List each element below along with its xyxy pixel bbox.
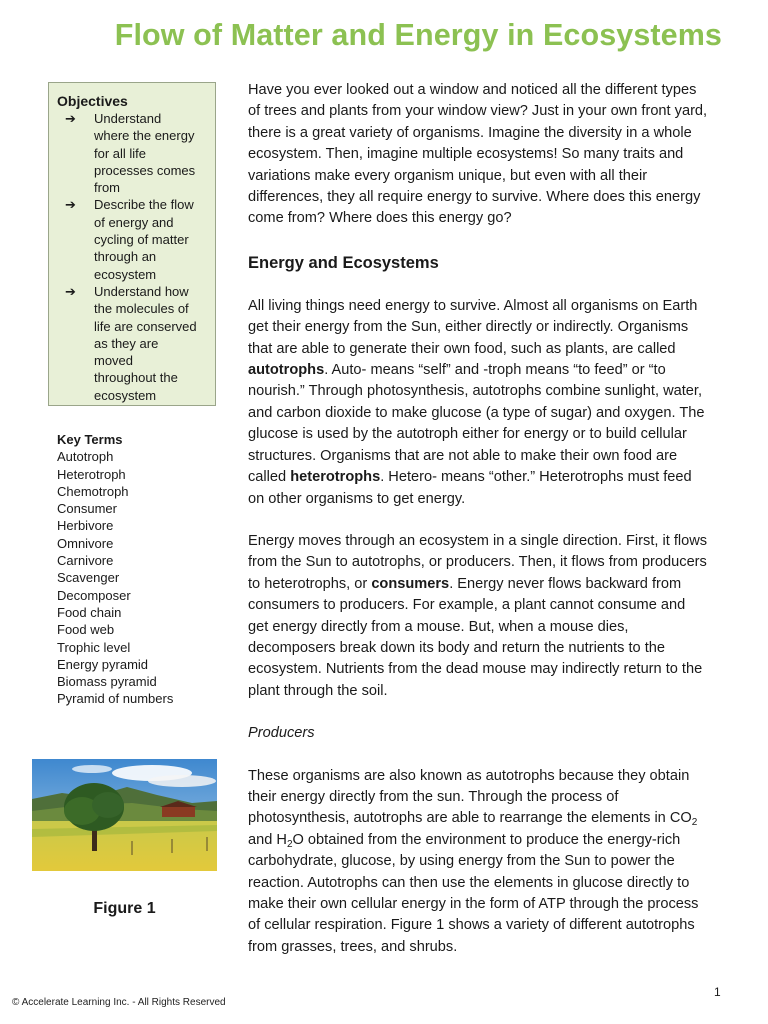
key-term: Food chain bbox=[57, 604, 122, 620]
paragraph-energy-flow bbox=[248, 531, 728, 702]
objectives-heading: Objectives bbox=[57, 93, 128, 109]
text-line: get their energy from the Sun, either directly or indirectly. Organisms bbox=[248, 319, 689, 336]
text-line: Have you ever looked out a window and noticed all the different types bbox=[248, 82, 697, 98]
key-terms-heading: Key Terms bbox=[57, 432, 123, 447]
section-heading: Energy and Ecosystems bbox=[248, 253, 439, 272]
arrow-right-icon: ➔ bbox=[65, 197, 76, 213]
term-autotrophs: autotrophs bbox=[248, 362, 325, 379]
objectives-box bbox=[48, 82, 216, 406]
text-line: that are able to generate their own food, such as plants, are called bbox=[248, 340, 676, 357]
text-line: These organisms are also known as autotrophs because they obtain bbox=[248, 767, 690, 784]
page-title: Flow of Matter and Energy in Ecosystems bbox=[114, 18, 722, 52]
key-term: Heterotroph bbox=[57, 466, 126, 482]
arrow-right-icon: ➔ bbox=[65, 283, 76, 299]
key-term: Scavenger bbox=[57, 570, 120, 586]
key-term: Food web bbox=[57, 622, 115, 638]
objective-line: from bbox=[94, 180, 120, 196]
text-line: reaction. Autotrophs can then use the elements in glucose directly to bbox=[248, 874, 690, 891]
objective-line: Understand bbox=[94, 111, 162, 126]
text-line: carbohydrate, glucose, by using energy from the Sun to power the bbox=[248, 853, 675, 870]
text-line: of cellular respiration. Figure 1 shows a variety of different autotrophs bbox=[248, 917, 695, 934]
objective-item bbox=[57, 283, 209, 404]
subscript: 2 bbox=[286, 838, 293, 850]
producers-subheading bbox=[248, 723, 728, 744]
key-term: Consumer bbox=[57, 501, 117, 517]
arrow-right-icon: ➔ bbox=[65, 111, 76, 126]
paragraph-producers bbox=[248, 766, 728, 959]
intro-paragraph bbox=[248, 80, 728, 230]
copyright-footer: © Accelerate Learning Inc. - All Rights Reserved bbox=[12, 997, 226, 1008]
text-line: to heterotrophs, or bbox=[248, 575, 372, 592]
key-term: Biomass pyramid bbox=[57, 674, 157, 690]
objective-line: for all life bbox=[94, 145, 147, 161]
text-line: ecosystem. Nutrients from the dead mouse may indirectly return to the bbox=[248, 661, 703, 678]
key-term: Carnivore bbox=[57, 553, 114, 569]
objective-line: ecosystem bbox=[94, 266, 157, 282]
text-line: O obtained from the environment to produce the energy-rich bbox=[292, 831, 681, 848]
paragraph-autotrophs bbox=[248, 296, 728, 510]
term-consumers: consumers bbox=[371, 575, 450, 592]
key-term: Chemotroph bbox=[57, 483, 129, 499]
text-line: and carbon dioxide to make glucose (a type of sugar) and oxygen. The bbox=[248, 404, 705, 421]
objective-line: throughout the bbox=[94, 370, 178, 386]
key-term: Omnivore bbox=[57, 535, 114, 551]
objective-line: Describe the flow bbox=[94, 197, 194, 213]
text-line: on other organisms to get energy. bbox=[248, 490, 466, 507]
text-line: called bbox=[248, 469, 291, 486]
key-terms-list bbox=[57, 431, 173, 708]
objective-line: where the energy bbox=[94, 128, 195, 144]
text-line: . Auto- means “self” and -troph means “to feed” or “to bbox=[324, 362, 666, 379]
objective-line: processes comes bbox=[94, 162, 196, 178]
text-line: and H bbox=[248, 831, 287, 848]
text-line: ecosystem. Then, imagine multiple ecosystems! So many traits and bbox=[248, 146, 684, 163]
objective-line: Understand how bbox=[94, 283, 189, 299]
figure-caption: Figure 1 bbox=[93, 900, 156, 917]
text-line: differences, they all require energy to survive. Where does this energy bbox=[248, 189, 701, 206]
text-line: get energy directly from a mouse. But, when a mouse dies, bbox=[248, 618, 629, 635]
main-content bbox=[248, 80, 728, 958]
text-line: of trees and plants from your window view? Just in your own front yard, bbox=[248, 103, 708, 120]
text-line: structures. Organisms that are not able to make their own food are bbox=[248, 447, 678, 464]
key-term: Trophic level bbox=[57, 639, 131, 655]
subheading-text: Producers bbox=[248, 725, 315, 742]
text-line: come from? Where does this energy go? bbox=[248, 210, 512, 227]
key-term: Pyramid of numbers bbox=[57, 691, 174, 707]
text-line: . Hetero- means “other.” Heterotrophs must feed bbox=[380, 469, 692, 486]
key-term: Autotroph bbox=[57, 449, 114, 465]
objective-line: life are conserved bbox=[94, 318, 197, 334]
objective-line: moved bbox=[94, 353, 134, 369]
key-term: Herbivore bbox=[57, 518, 114, 534]
text-line: plant through the soil. bbox=[248, 682, 388, 699]
landscape-photo-icon bbox=[32, 759, 217, 871]
text-line: Energy moves through an ecosystem in a single direction. First, it flows bbox=[248, 532, 708, 549]
subscript: 2 bbox=[691, 817, 698, 829]
objective-line: the molecules of bbox=[94, 301, 189, 317]
text-line: make their own cellular energy in the form of ATP through the process bbox=[248, 896, 699, 912]
page-number: 1 bbox=[714, 985, 721, 999]
text-line: nourish.” Through photosynthesis, autotrophs combine sunlight, water, bbox=[248, 383, 703, 400]
objective-line: of energy and bbox=[94, 214, 174, 230]
text-line: decomposers break down its body and return the nutrients to the bbox=[248, 639, 665, 656]
text-line: All living things need energy to survive. Almost all organisms on Earth bbox=[248, 297, 698, 314]
text-line: from grasses, trees, and shrubs. bbox=[248, 938, 458, 955]
objective-line: as they are bbox=[94, 335, 159, 351]
text-line: . Energy never flows backward from bbox=[449, 575, 682, 592]
term-heterotrophs: heterotrophs bbox=[290, 469, 381, 486]
text-line: from the Sun to autotrophs, or producers. Then, it flows from producers bbox=[248, 554, 707, 571]
text-line: there is a great variety of organisms. Imagine the diversity in a whole bbox=[248, 124, 692, 141]
key-term: Decomposer bbox=[57, 587, 131, 603]
objective-line: through an bbox=[94, 249, 157, 265]
text-line: their energy directly from the sun. Through the process of bbox=[248, 788, 619, 805]
objective-line: ecosystem bbox=[94, 387, 157, 403]
text-line: consumers to producers. For example, a plant cannot consume and bbox=[248, 597, 686, 614]
text-line: glucose is used by the autotroph either for energy or to build cellular bbox=[248, 426, 687, 443]
objective-item bbox=[57, 196, 209, 282]
key-term: Energy pyramid bbox=[57, 656, 149, 672]
text-line: photosynthesis, autotrophs are able to rearrange the elements in CO bbox=[248, 810, 692, 827]
objective-item bbox=[57, 110, 209, 196]
text-line: variations make every organism unique, but even with all their bbox=[248, 167, 648, 184]
objective-line: cycling of matter bbox=[94, 232, 189, 248]
